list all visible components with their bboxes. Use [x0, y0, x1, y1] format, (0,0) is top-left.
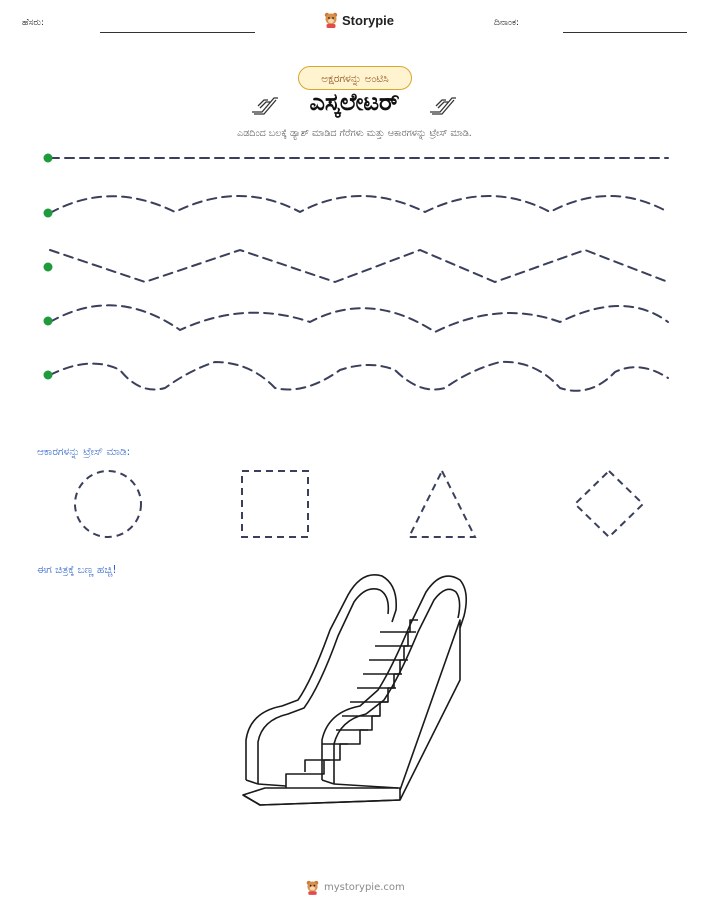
start-dot	[44, 317, 53, 326]
footer	[306, 880, 405, 895]
page-title: ಎಸ್ಕಲೇಟರ್	[309, 88, 400, 116]
title-badge: ಅಕ್ಷರಗಳನ್ನು ಅಂಟಿಸಿ	[298, 66, 412, 90]
date-label: ದಿನಾಂಕ:	[494, 18, 520, 28]
name-label: ಹೆಸರು:	[22, 18, 45, 28]
brand-name: Storypie	[342, 12, 395, 28]
shape-triangle	[409, 471, 475, 537]
start-dot	[44, 154, 53, 163]
shapes-section-label: ಆಕಾರಗಳನ್ನು ಟ್ರೇಸ್ ಮಾಡಿ:	[37, 446, 131, 458]
start-dot	[44, 209, 53, 218]
shape-square	[242, 471, 308, 537]
shape-diamond	[575, 471, 643, 537]
shape-circle	[75, 471, 141, 537]
start-dot	[44, 371, 53, 380]
footer-url[interactable]: mystorypie.com	[324, 882, 405, 893]
instruction-text: ಎಡದಿಂದ ಬಲಕ್ಕೆ ಡ್ಯಾಶ್ ಮಾಡಿದ ಗೆರೆಗಳು ಮತ್ತು ಆಕಾರಗಳನ್ನು ಟ್ರೇಸ್ ಮಾಡಿ.	[237, 128, 472, 139]
bear-icon	[306, 880, 319, 895]
tracing-line-wave	[50, 305, 668, 332]
tracing-line-zigzag	[50, 250, 668, 282]
start-dot	[44, 263, 53, 272]
coloring-section-label: ಈಗ ಚಿತ್ರಕ್ಕೆ ಬಣ್ಣ ಹಚ್ಚಿ!	[37, 564, 117, 576]
escalator-illustration	[243, 575, 466, 805]
tracing-line-wave	[50, 196, 668, 213]
tracing-line-wave	[50, 362, 668, 391]
